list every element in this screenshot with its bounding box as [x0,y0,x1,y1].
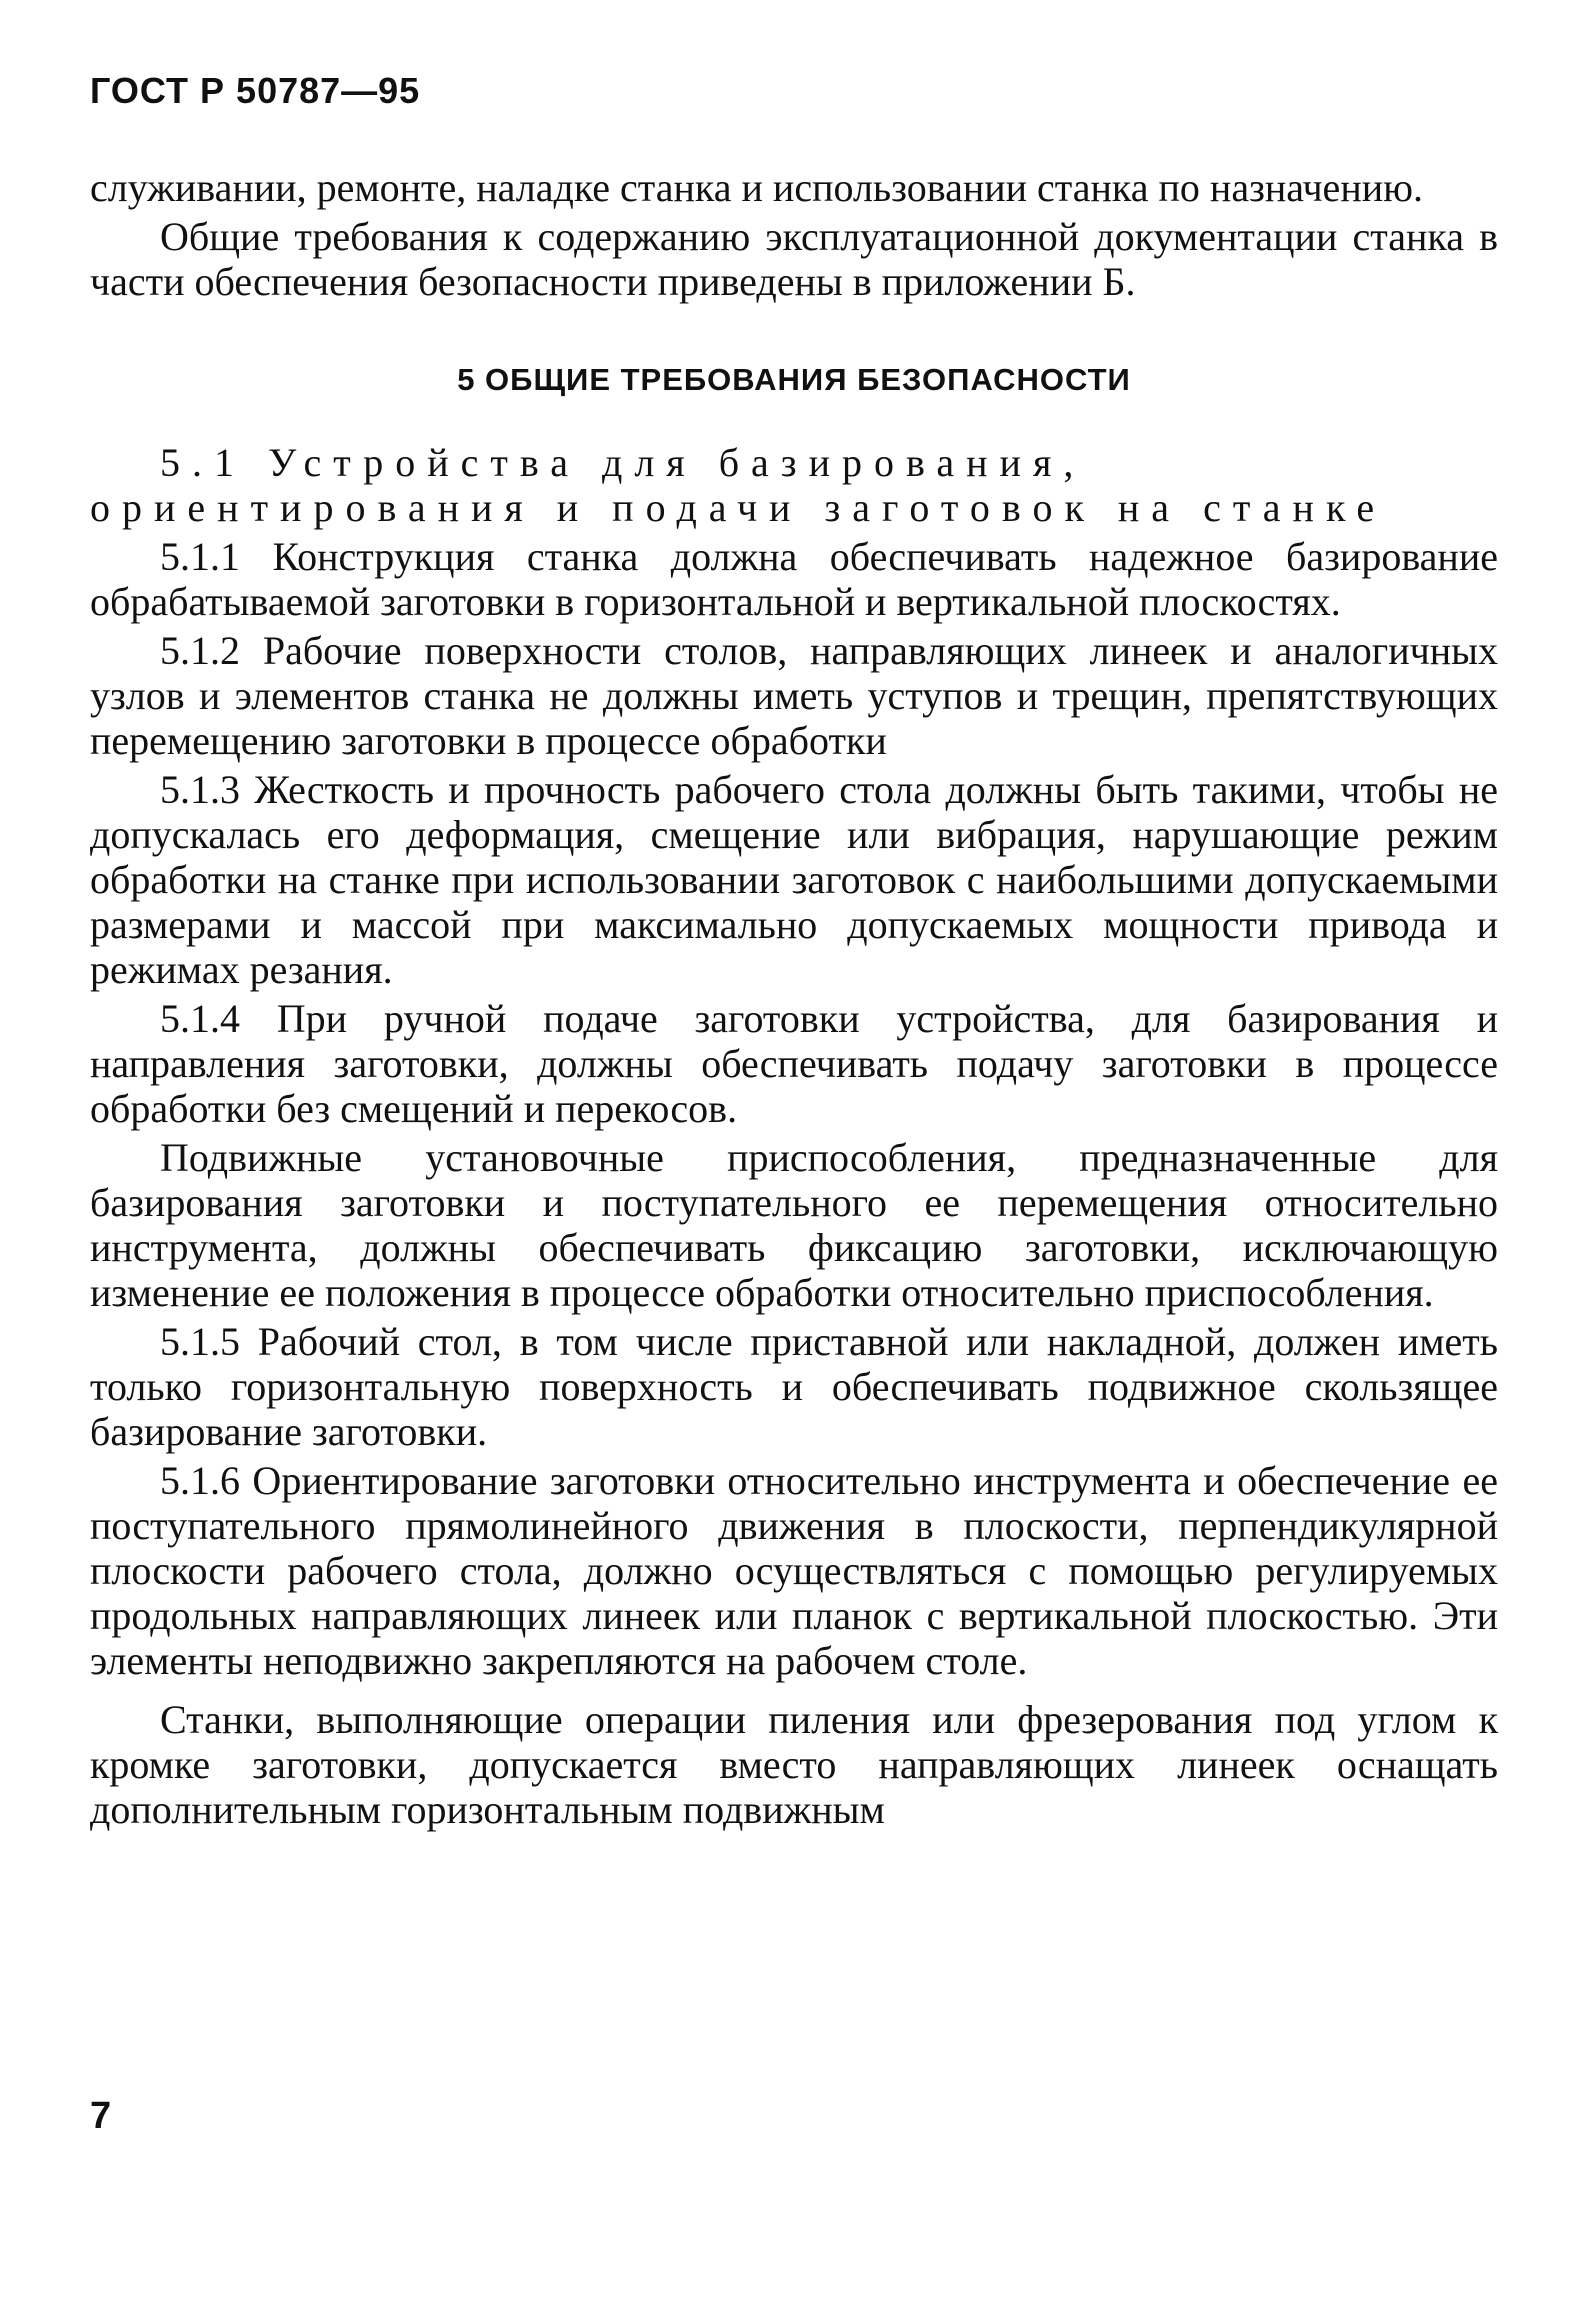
paragraph-continuation: служивании, ремонте, наладке станка и использовании станка по назначению. [90,165,1424,210]
clause-5-1-2: 5.1.2 Рабочие поверхности столов, направляющих линеек и аналогичных узлов и элементов станка не должны иметь уступов и трещин, препятствующих перемещению заготовки в процессе обработки [90,628,1498,763]
paragraph-general-docs: Общие требования к содержанию эксплуатационной документации станка в части обеспечения безопасности приведены в приложении Б. [90,214,1498,304]
document-body [90,165,1498,1836]
clause-5-1-6-continued: Станки, выполняющие операции пиления или фрезерования под углом к кромке заготовки, допускается вместо направляющих линеек оснащать дополнительным горизонтальным подвижным [90,1697,1498,1832]
clause-5-1-4-continued: Подвижные установочные приспособления, предназначенные для базирования заготовки и поступательного ее перемещения относительно инструмента, должны обеспечивать фиксацию заготовки, исключающую изменение ее положения в процессе обработки относительно приспособления. [90,1135,1498,1315]
clause-5-1-6: 5.1.6 Ориентирование заготовки относительно инструмента и обеспечение ее поступательного прямолинейного движения в плоскости, перпендикулярной плоскости рабочего стола, должно осуществляться с помощью регулируемых продольных направляющих линеек или планок с вертикальной плоскостью. Эти элементы неподвижно закрепляются на рабочем столе. [90,1458,1498,1683]
page-number: 7 [90,2095,112,2137]
clause-5-1-3: 5.1.3 Жесткость и прочность рабочего стола должны быть такими, чтобы не допускалась его деформация, смещение или вибрация, нарушающие режим обработки на станке при использовании заготовок с наибольшими допускаемыми размерами и массой при максимально допускаемых мощности привода и режимах резания. [90,767,1498,992]
clause-5-1-4: 5.1.4 При ручной подаче заготовки устройства, для базирования и направления заготовки, должны обеспечивать подачу заготовки в процессе обработки без смещений и перекосов. [90,996,1498,1131]
clause-5-1-5: 5.1.5 Рабочий стол, в том числе приставной или накладной, должен иметь только горизонтальную поверхность и обеспечивать подвижное скользящее базирование заготовки. [90,1319,1498,1454]
clause-5-1-heading: 5.1 Устройства для базирования, ориентирования и подачи заготовок на станке [90,440,1387,530]
document-header: ГОСТ Р 50787—95 [90,70,421,111]
section-title: 5 ОБЩИЕ ТРЕБОВАНИЯ БЕЗОПАСНОСТИ [457,362,1131,397]
clause-5-1-1: 5.1.1 Конструкция станка должна обеспечивать надежное базирование обрабатываемой заготовки в горизонтальной и вертикальной плоскостях. [90,534,1498,624]
